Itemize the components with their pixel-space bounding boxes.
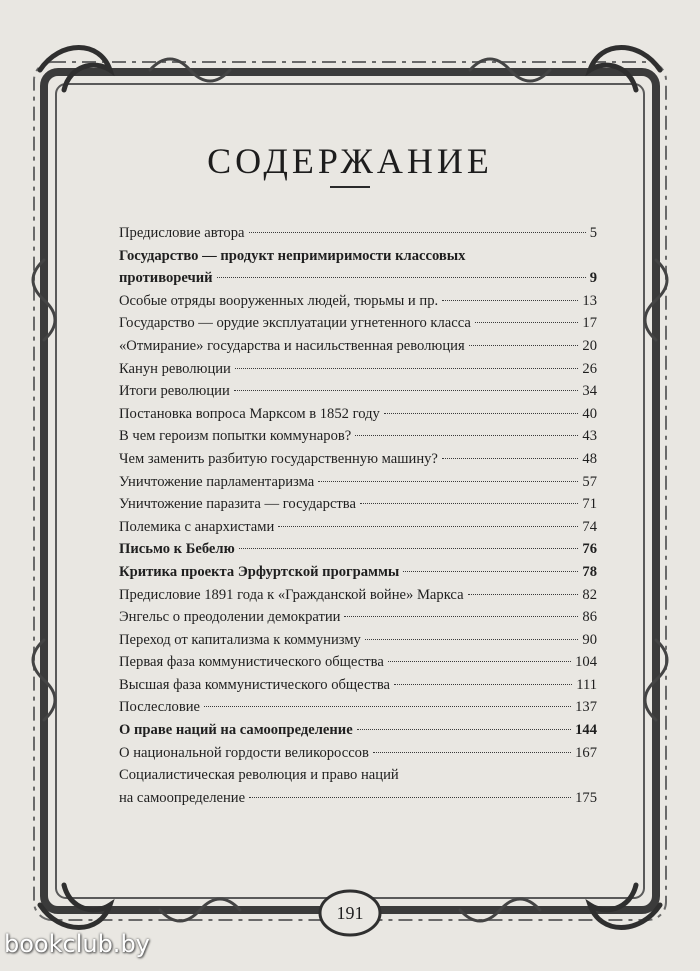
toc-entry[interactable] (119, 493, 597, 516)
toc-entry-title: Энгельс о преодолении демократии (119, 609, 341, 626)
toc-entry-page: 175 (575, 789, 597, 806)
toc-entry-title: Уничтожение парламентаризма (119, 473, 315, 490)
leader-dots (234, 390, 579, 391)
toc-entry-title: Письмо к Бебелю (119, 541, 235, 558)
toc-entry[interactable] (119, 380, 597, 403)
toc-entry[interactable] (119, 267, 597, 290)
toc-entry-title: Итоги революции (119, 383, 230, 400)
leader-dots (360, 503, 578, 504)
leader-dots (344, 616, 578, 617)
leader-dots (355, 435, 578, 436)
toc-entry[interactable] (119, 290, 597, 313)
toc-entry[interactable] (119, 629, 597, 652)
toc-entry-title: Канун революции (119, 360, 231, 377)
toc-entry-page: 104 (575, 654, 597, 671)
toc-entry-title: Государство — орудие эксплуатации угнетенного класса (119, 315, 471, 332)
toc-entry[interactable] (119, 516, 597, 539)
leader-dots (249, 797, 571, 798)
toc-entry-page: 78 (582, 563, 597, 580)
toc-entry-title: «Отмирание» государства и насильственная революция (119, 337, 465, 354)
title-divider (330, 186, 370, 188)
toc-entry-title: Предисловие автора (119, 225, 245, 241)
leader-dots (384, 413, 579, 414)
leader-dots (394, 684, 572, 685)
toc-entry[interactable] (119, 674, 597, 697)
toc-entry[interactable] (119, 448, 597, 471)
toc-entry-title: О праве наций на самоопределение (119, 722, 353, 739)
page-number: 191 (336, 903, 364, 923)
toc-entry-page: 144 (575, 722, 597, 739)
toc-entry-page: 9 (589, 270, 597, 287)
toc-entry-page: 20 (582, 337, 597, 354)
toc-entry-page: 40 (582, 405, 597, 422)
toc-entry[interactable] (119, 696, 597, 719)
toc-entry-title: Уничтожение паразита — государства (119, 496, 356, 513)
leader-dots (278, 526, 578, 527)
toc-entry[interactable] (119, 358, 597, 381)
leader-dots (475, 322, 579, 323)
watermark: bookclub.by (4, 930, 150, 958)
toc-entry-page: 76 (582, 541, 597, 558)
leader-dots (249, 232, 586, 233)
toc-entry-title: Высшая фаза коммунистического общества (119, 676, 391, 693)
leader-dots (468, 594, 579, 595)
toc-entry[interactable] (119, 425, 597, 448)
leader-dots (442, 300, 578, 301)
toc-entry-page: 82 (582, 586, 597, 603)
toc-entry-page: 86 (582, 609, 597, 626)
toc-entry-title: Постановка вопроса Марксом в 1852 году (119, 405, 380, 422)
toc-entry-page: 17 (582, 315, 597, 332)
toc-entry-title: Особые отряды вооруженных людей, тюрьмы и пр. (119, 292, 439, 309)
toc-entry-title: Послесловие (119, 699, 201, 716)
toc-entry-title: на самоопределение (119, 789, 246, 806)
toc-entry-title: Предисловие 1891 года к «Гражданской войне» Маркса (119, 586, 464, 603)
toc-entry[interactable] (119, 719, 597, 742)
toc-entry-title: Переход от капитализма к коммунизму (119, 631, 361, 648)
toc-entry-page: 43 (582, 428, 597, 445)
table-of-contents (119, 222, 597, 809)
leader-dots (217, 277, 586, 278)
toc-entry[interactable] (119, 538, 597, 561)
toc-entry-page: 111 (576, 676, 597, 693)
toc-entry[interactable] (119, 312, 597, 335)
toc-entry-page: 71 (582, 496, 597, 513)
toc-entry[interactable] (119, 742, 597, 765)
leader-dots (469, 345, 579, 346)
toc-entry-title[interactable]: Социалистическая революция и право наций (119, 767, 399, 784)
toc-entry[interactable] (119, 651, 597, 674)
toc-entry-title: Первая фаза коммунистического общества (119, 654, 384, 671)
toc-entry-page: 48 (582, 450, 597, 467)
toc-entry-page: 167 (575, 744, 597, 761)
toc-entry-title[interactable]: Государство — продукт непримиримости классовых (119, 247, 466, 264)
toc-entry-title: Чем заменить разбитую государственную машину? (119, 450, 438, 467)
leader-dots (239, 548, 579, 549)
leader-dots (442, 458, 579, 459)
toc-entry-page: 34 (582, 383, 597, 400)
toc-entry-title: Полемика с анархистами (119, 518, 275, 535)
toc-entry[interactable] (119, 606, 597, 629)
toc-entry-page: 57 (582, 473, 597, 490)
toc-entry-page: 90 (582, 631, 597, 648)
toc-entry-title: О национальной гордости великороссов (119, 744, 369, 761)
toc-entry-page: 13 (582, 292, 597, 309)
leader-dots (365, 639, 579, 640)
leader-dots (373, 752, 571, 753)
toc-entry[interactable] (119, 335, 597, 358)
toc-entry[interactable] (119, 584, 597, 607)
toc-entry[interactable] (119, 403, 597, 426)
leader-dots (204, 706, 571, 707)
leader-dots (403, 571, 578, 572)
toc-entry-page: 26 (582, 360, 597, 377)
page-title: СОДЕРЖАНИЕ (207, 141, 493, 181)
leader-dots (357, 729, 571, 730)
leader-dots (318, 481, 578, 482)
toc-entry-page: 5 (589, 225, 597, 241)
toc-entry[interactable] (119, 561, 597, 584)
toc-entry[interactable] (119, 222, 597, 245)
toc-entry-page: 137 (575, 699, 597, 716)
toc-entry-title: Критика проекта Эрфуртской программы (119, 563, 400, 580)
toc-entry[interactable] (119, 471, 597, 494)
leader-dots (388, 661, 571, 662)
toc-entry-title: В чем героизм попытки коммунаров? (119, 428, 352, 445)
toc-entry[interactable] (119, 787, 597, 810)
toc-entry-title: противоречий (119, 270, 213, 287)
toc-entry-page: 74 (582, 518, 597, 535)
leader-dots (235, 368, 579, 369)
